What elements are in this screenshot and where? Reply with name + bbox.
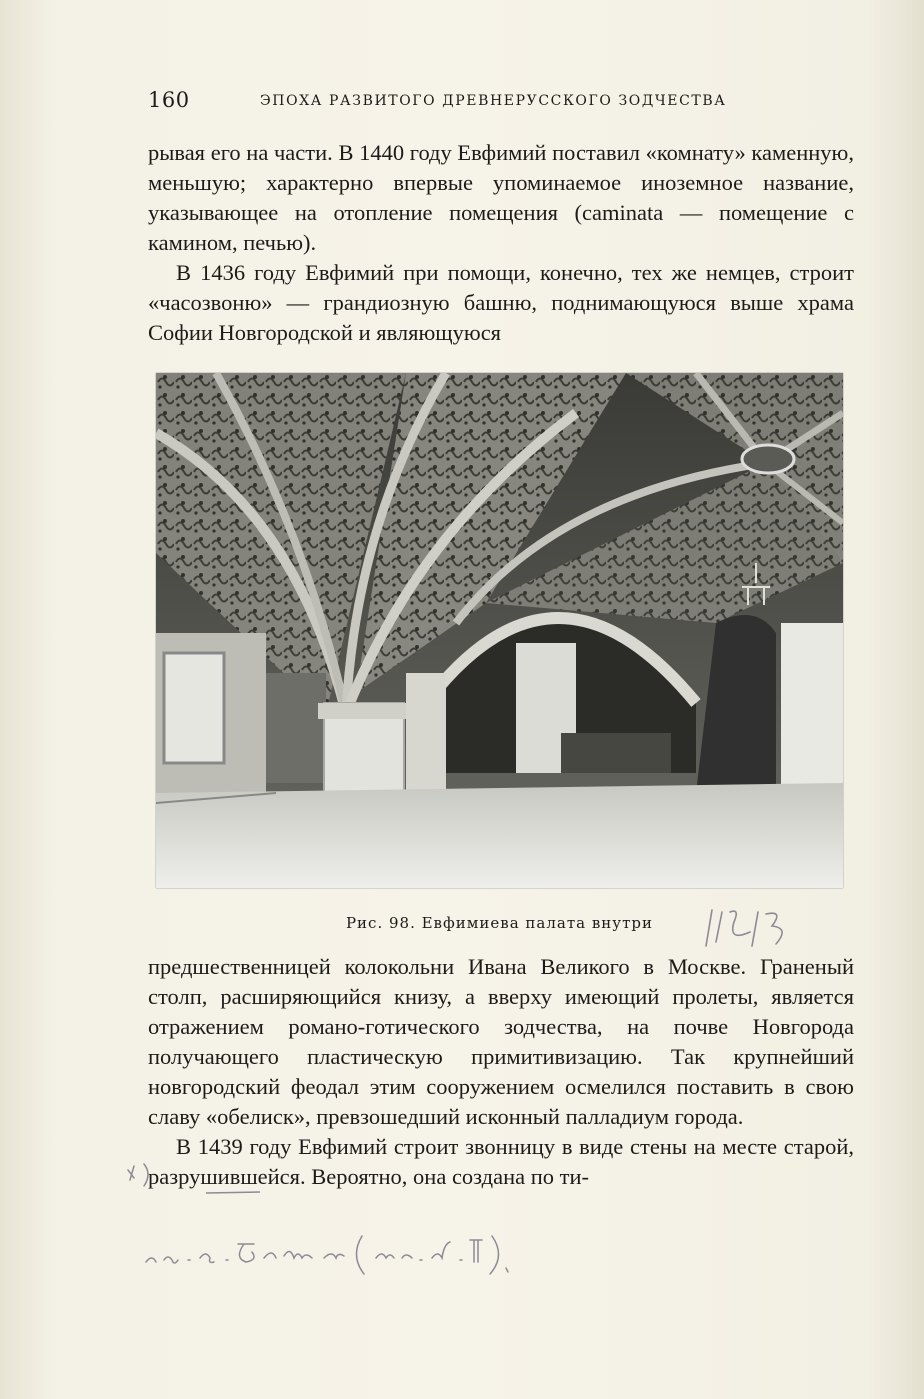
page-number: 160 [148,88,190,112]
pencil-underline [204,1190,264,1196]
figure-photo [156,373,843,888]
paragraph-ivan-veliky: предшественницей колокольни Ивана Великого в Москве. Граненый столп, расширяющийся книзу, а вверху имеющий пролеты, является отражением романо-готического зодчества, на почве Новгорода получающего пластическую примитивизацию. Так крупнейший новгородский феодал этим сооружением осмелился поставить в свою славу «обелиск», превзошедший исконный палладиум города. [148,954,854,1129]
top-text-block [148,138,854,348]
pencil-marginal-note [140,1228,560,1278]
running-head [148,88,854,116]
bottom-text-block [148,952,854,1192]
figure-caption: Рис. 98. Евфимиева палата внутри [345,914,654,932]
vaulted-chamber-illustration [156,373,843,888]
margin-pencil-mark [124,1160,154,1190]
pencil-year-annotation [700,902,820,950]
running-head-title: ЭПОХА РАЗВИТОГО ДРЕВНЕРУССКОГО ЗОДЧЕСТВА [260,93,727,109]
paragraph-belfry: В 1439 году Евфимий строит звонницу в виде стены на месте старой, разрушившейся. Вероятно, она создана по ти- [148,1134,854,1189]
paragraph-continuation: рывая его на части. В 1440 году Евфимий поставил «комнату» каменную, меньшую; характерно впервые упоминаемое иноземное название, указывающее на отопление помещения (caminata — помещение с камином, печью). [148,140,854,255]
paragraph-tower: В 1436 году Евфимий при помощи, конечно, тех же немцев, строит «часозвоню» — грандиозную башню, поднимающуюся выше храма Софии Новгородской и являющуюся [148,260,854,345]
